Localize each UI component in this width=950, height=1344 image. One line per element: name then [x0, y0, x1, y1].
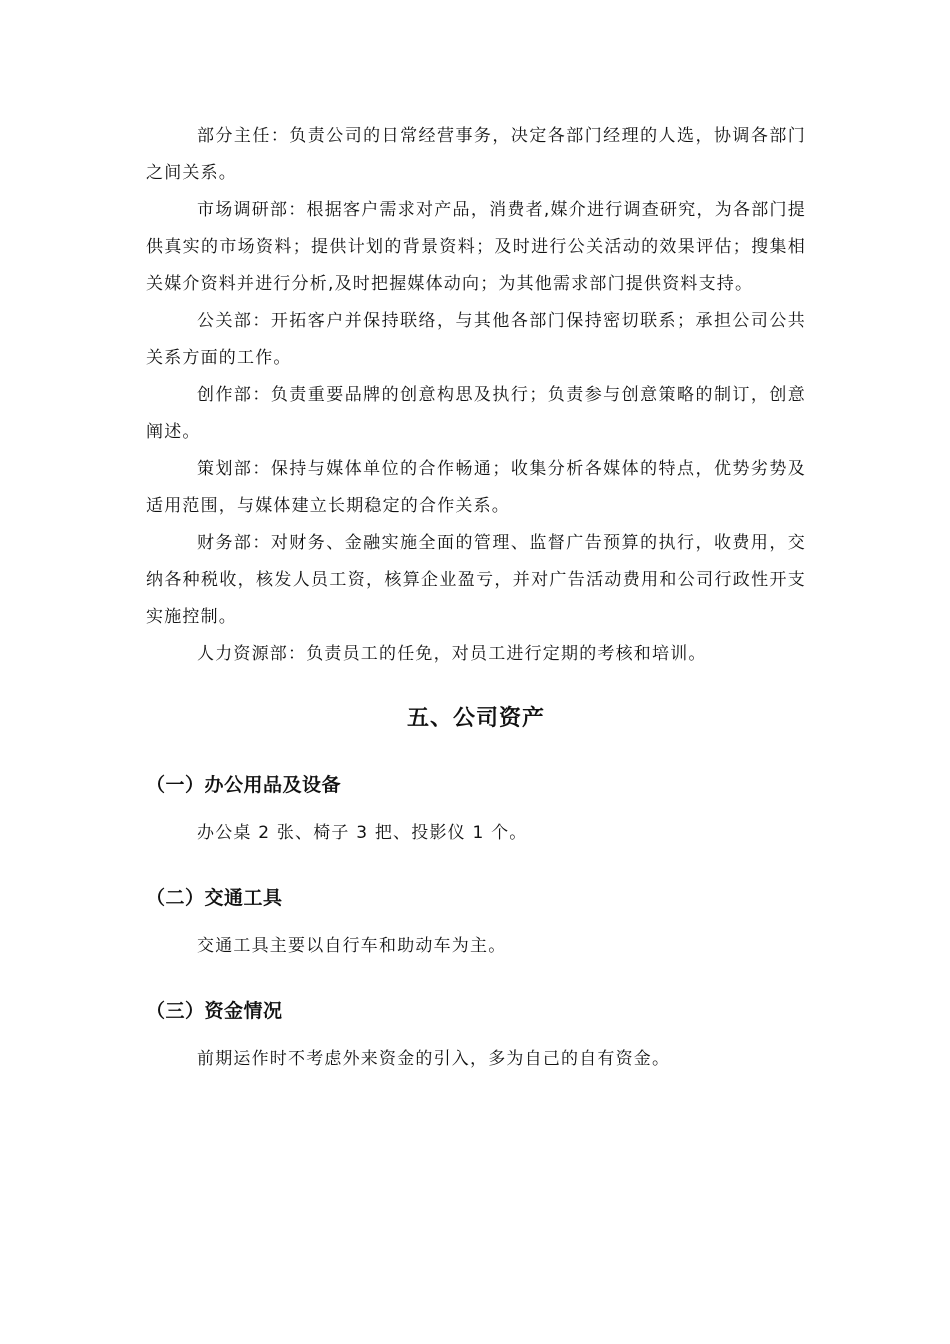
subsection-title-office-equipment: （一）办公用品及设备 [146, 774, 342, 796]
department-paragraph-director: 部分主任：负责公司的日常经营事务，决定各部门经理的人选，协调各部门之间关系。 [146, 126, 806, 183]
department-paragraph-hr: 人力资源部：负责员工的任免，对员工进行定期的考核和培训。 [197, 644, 707, 664]
department-paragraph-planning: 策划部：保持与媒体单位的合作畅通；收集分析各媒体的特点，优势劣势及适用范围，与媒体建立长期稳定的合作关系。 [146, 459, 806, 516]
document-page [146, 118, 806, 1078]
department-paragraph-market-research: 市场调研部：根据客户需求对产品，消费者,媒介进行调查研究，为各部门提供真实的市场资料；提供计划的背景资料；及时进行公关活动的效果评估；搜集相关媒介资料并进行分析,及时把握媒体动向；为其他需求部门提供资料支持。 [146, 200, 806, 294]
subsection-title-funding: （三）资金情况 [146, 1000, 283, 1022]
subsection-text-office-equipment: 办公桌 2 张、椅子 3 把、投影仪 1 个。 [197, 823, 528, 843]
department-paragraph-creative: 创作部：负责重要品牌的创意构思及执行；负责参与创意策略的制订，创意阐述。 [146, 385, 806, 442]
subsection-text-transport: 交通工具主要以自行车和助动车为主。 [197, 936, 507, 956]
department-paragraph-public-relations: 公关部：开拓客户并保持联络，与其他各部门保持密切联系；承担公司公共关系方面的工作。 [146, 311, 806, 368]
section-title: 五、公司资产 [406, 706, 545, 731]
department-paragraph-finance: 财务部：对财务、金融实施全面的管理、监督广告预算的执行，收费用，交纳各种税收，核发人员工资，核算企业盈亏，并对广告活动费用和公司行政性开支实施控制。 [146, 533, 806, 627]
subsection-text-funding: 前期运作时不考虑外来资金的引入，多为自己的自有资金。 [197, 1049, 671, 1069]
subsection-title-transport: （二）交通工具 [146, 887, 283, 909]
